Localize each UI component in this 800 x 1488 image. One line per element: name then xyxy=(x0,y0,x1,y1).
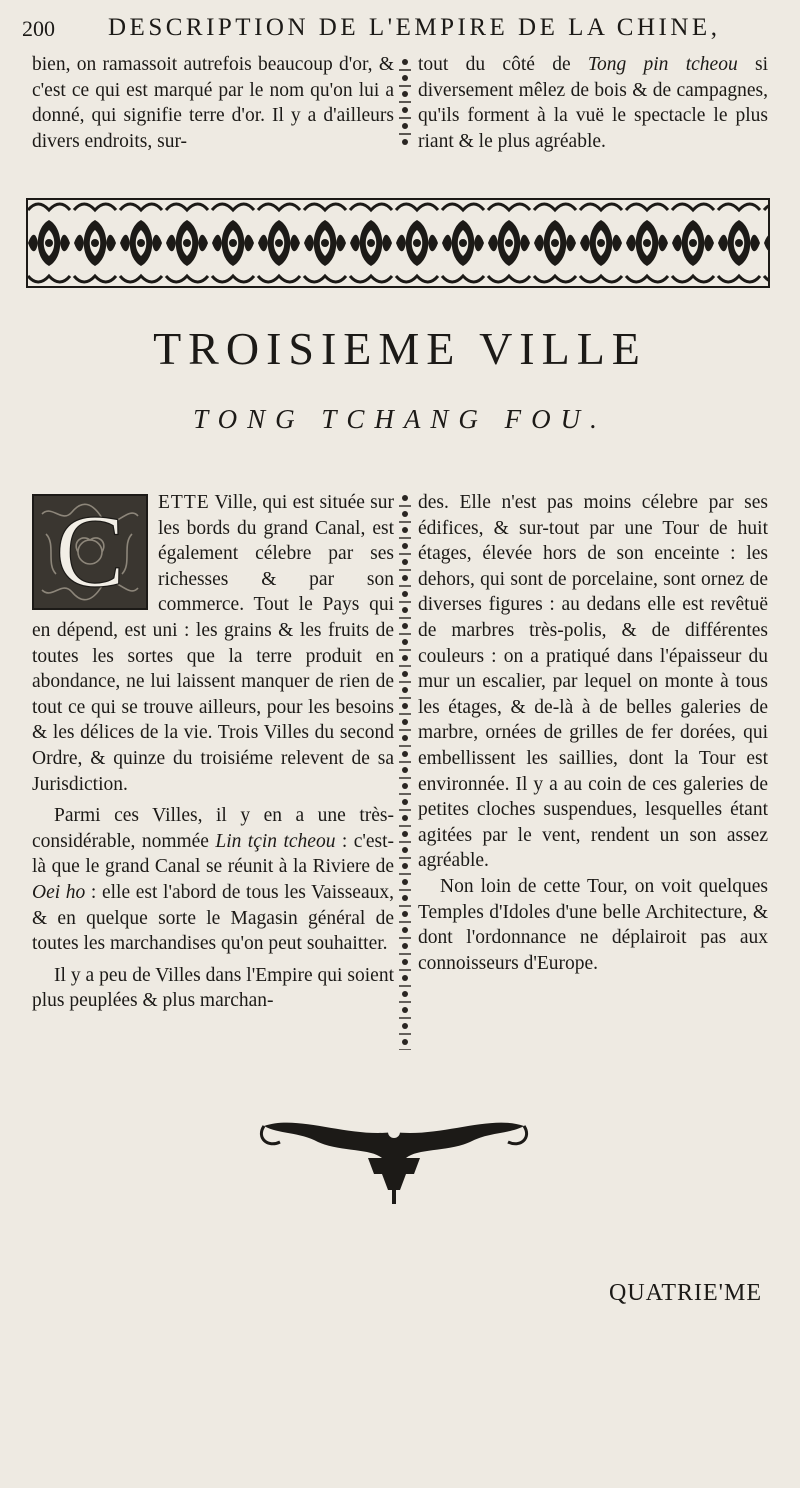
city-name-heading: TONG TCHANG FOU. xyxy=(193,404,607,434)
paragraph-temples: Non loin de cette Tour, on voit quelques Temples d'Idoles d'une belle Architecture, & dont l'ordonnance ne déplairoit pas aux connoisseurs d'Europe. xyxy=(418,875,768,974)
running-header xyxy=(22,10,782,46)
paragraph-intro: C ETTE Ville, qui est située sur les bords du grand Canal, est également célebre par ses richesses & par son commerce. Tout le Pays qui en dépend, est uni : les grains & les fruits de toutes les sortes que la terre produit en abondance, ne lui laissent manquer de rien de tout ce qui se trouve ailleurs, pour les besoins & les délices de la vie. Trois Villes du second Ordre, & quinze du troisiéme relevent de sa Jurisdiction. xyxy=(32,492,394,795)
svg-text:C: C xyxy=(55,494,125,609)
opening-small-caps: ETTE xyxy=(158,492,210,513)
top-right-text: tout du côté de Tong pin tcheou si diversement mêlez de bois & de campagnes, qu'ils forment à la vuë le spectacle le plus riant & le plus agréable. xyxy=(418,54,769,152)
main-right-column xyxy=(418,490,768,976)
catchword: QUATRIE'ME xyxy=(609,1280,762,1306)
running-title: DESCRIPTION DE L'EMPIRE DE LA CHINE, xyxy=(108,14,721,41)
top-right-column xyxy=(418,52,768,154)
section-title: TROISIEME VILLE xyxy=(153,323,647,374)
paragraph-lin-tcin-tcheou: Parmi ces Villes, il y en a une très-considérable, nommée Lin tçin tcheou : c'est-là que le grand Canal se réunit à la Riviere de Oei ho : elle est l'abord de tous les Vaisseaux, & en quelque sorte le Magasin général de toutes les marchandises qu'on peut souhaitter. xyxy=(32,805,395,955)
river-name-oei-ho: Oei ho xyxy=(32,881,86,903)
place-name-lin-tcin-tcheou: Lin tçin tcheou xyxy=(215,830,336,852)
page-number: 200 xyxy=(22,16,55,41)
place-name-tong-pin-tcheou: Tong pin tcheou xyxy=(587,54,738,75)
ornamental-band xyxy=(26,198,770,288)
column-ornament-rule-main xyxy=(396,490,414,1050)
column-ornament-rule-top xyxy=(396,54,414,154)
top-left-column xyxy=(32,52,394,154)
decorated-initial xyxy=(32,494,148,610)
main-left-column xyxy=(32,490,394,1014)
tailpiece-ornament xyxy=(258,1108,530,1208)
top-left-text: bien, on ramassoit autrefois beaucoup d'or, & c'est ce qui est marqué par le nom qu'on lui a donné, qui signifie terre d'or. Il y a d'ailleurs divers endroits, sur- xyxy=(32,54,394,152)
paragraph-population: Il y a peu de Villes dans l'Empire qui soient plus peuplées & plus marchan- xyxy=(32,964,394,1012)
paragraph-tower: des. Elle n'est pas moins célebre par ses édifices, & sur-tout par une Tour de huit étages, élevée hors de son enceinte : les dehors, qui sont de porcelaine, sont ornez de diverses figures : au dedans elle est revêtuë de marbres très-polis, & de différentes couleurs : on a pratiqué dans l'épaisseur du mur un escalier, par lequel on monte à tous les étages, & de-là à de belles galeries de marbre, ornées de grilles de fer dorées, qui embellissent les saillies, dont la Tour est environnée. Il y a au coin de ces galeries de petites cloches suspendues, lesquelles étant agitées par le vent, rendent un son assez agréable. xyxy=(418,492,768,872)
